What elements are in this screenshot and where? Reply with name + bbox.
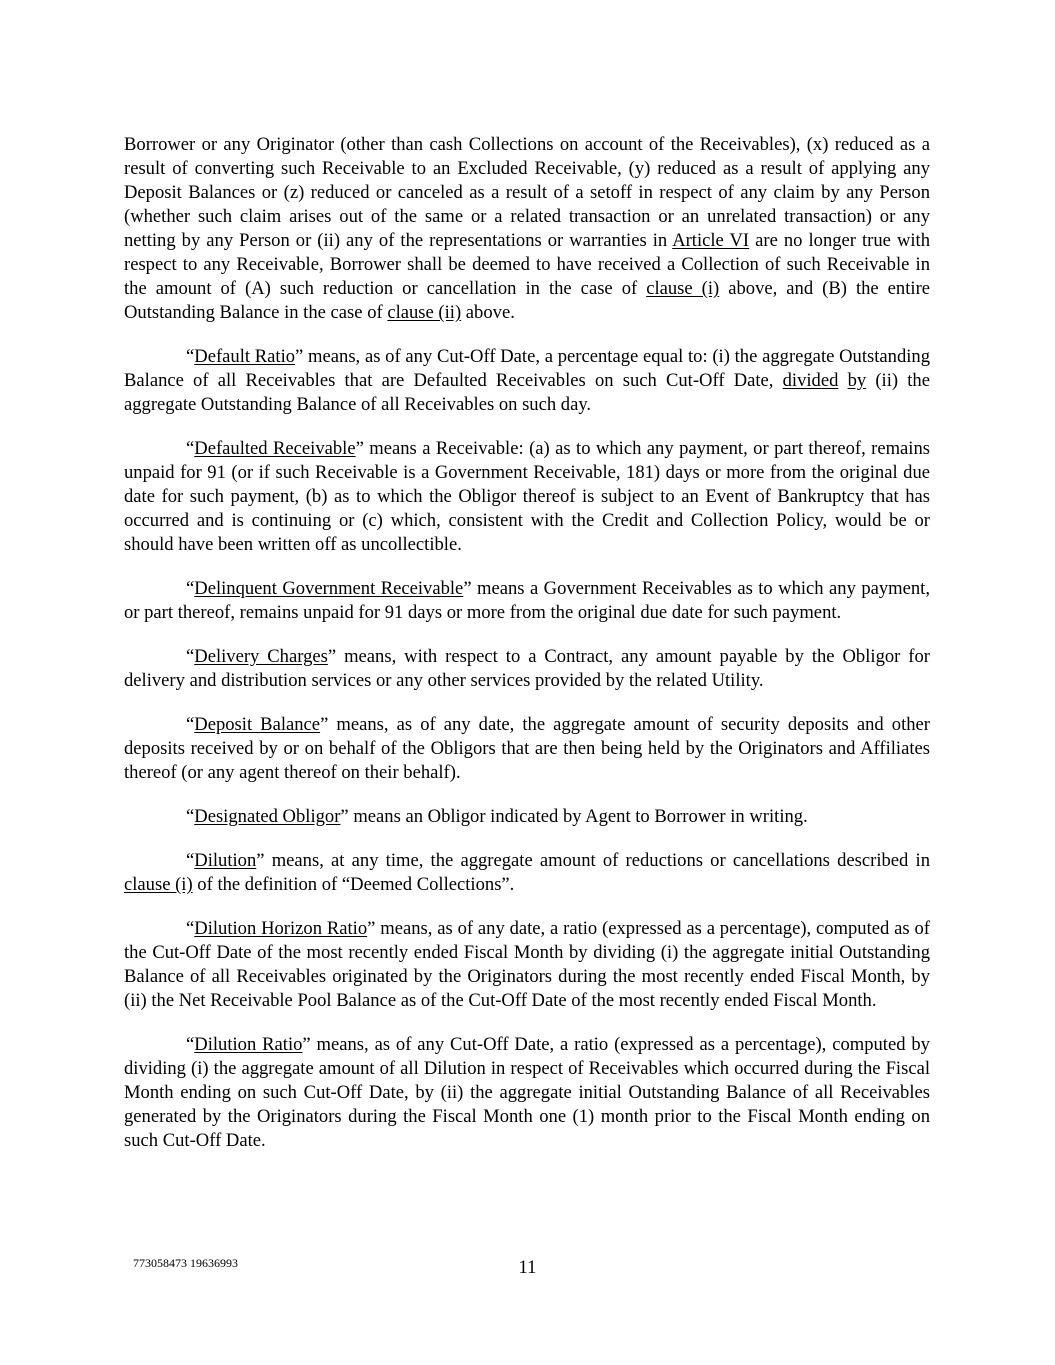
quote-mark: “ — [186, 578, 195, 599]
clause-reference: clause (ii) — [387, 302, 462, 323]
quote-mark: “ — [186, 438, 195, 459]
defined-term: Dilution — [194, 850, 257, 871]
defined-term: Delinquent Government Receivable — [194, 578, 464, 599]
quote-mark: ” — [302, 1034, 311, 1055]
paragraph-text: Borrower or any Originator (other than cash Collections on account of the Receivables), (x) reduced as a result of converting such Receivable to an Excluded Receivable, (y) reduced as a result of applying any Deposit Balances or (z) reduced or canceled as a result of a setoff in respect of any claim by any Person (whether such claim arises out of the same or a related transaction or an unrelated transaction) or any netting by any Person or (ii) any of the representations or warranties in — [124, 134, 930, 251]
definition-text: means an Obligor indicated by Agent to Borrower in writing. — [348, 806, 808, 827]
quote-mark: “ — [186, 714, 195, 735]
quote-mark: ” — [355, 438, 364, 459]
paragraph-text: above. — [461, 302, 515, 323]
quote-mark: “ — [186, 850, 195, 871]
definition-text: means a Government Receivables as to which any payment, or part thereof, remains unpaid for 91 days or more from the original due date for such payment. — [124, 578, 930, 623]
page-number: 11 — [518, 1257, 537, 1278]
defined-term: Default Ratio — [194, 346, 296, 367]
underlined-word: divided — [782, 370, 839, 391]
quote-mark: ” — [327, 646, 337, 667]
definition-text: means, as of any date, the aggregate amount of security deposits and other deposits received by or on behalf of the Obligors that are then being held by the Originators and Affiliates thereof (or any agent thereof on their behalf). — [124, 714, 930, 783]
defined-term: Delivery Charges — [194, 646, 328, 667]
document-body — [124, 133, 930, 1173]
quote-mark: ” — [320, 714, 329, 735]
definition-dilution-ratio — [124, 1033, 930, 1153]
definition-text: means, as of any Cut-Off Date, a ratio (expressed as a percentage), computed by dividing (i) the aggregate amount of all Dilution in respect of Receivables which occurred during the Fiscal Month ending on such Cut-Off Date, by (ii) the aggregate initial Outstanding Balance of all Receivables generated by the Originators during the Fiscal Month one (1) month prior to the Fiscal Month ending on such Cut-Off Date. — [124, 1034, 930, 1151]
definition-defaulted-receivable — [124, 437, 930, 557]
quote-mark: “ — [186, 1034, 195, 1055]
quote-mark: ” — [295, 346, 304, 367]
defined-term: Deposit Balance — [194, 714, 321, 735]
underlined-word: by — [847, 370, 867, 391]
definition-text: means, as of any Cut-Off Date, a percentage equal to: (i) the aggregate Outstanding Balance of all Receivables that are Defaulted Receivables on such Cut-Off Date, — [124, 346, 930, 391]
quote-mark: ” — [340, 806, 349, 827]
quote-mark: “ — [186, 346, 195, 367]
quote-mark: “ — [186, 806, 195, 827]
clause-reference: clause (i) — [124, 874, 193, 895]
definition-text: means, at any time, the aggregate amount of reductions or cancellations described in — [264, 850, 930, 871]
quote-mark: “ — [186, 918, 195, 939]
definition-text: (ii) the aggregate Outstanding Balance of all Receivables on such day. — [124, 370, 930, 415]
definition-deposit-balance — [124, 713, 930, 785]
definition-designated-obligor — [124, 805, 930, 829]
article-reference: Article VI — [672, 230, 750, 251]
quote-mark: ” — [463, 578, 472, 599]
paragraph-deemed-collections-continuation — [124, 133, 930, 325]
document-id: 773058473 19636993 — [133, 1256, 238, 1270]
definition-text: means, as of any date, a ratio (expressed as a percentage), computed as of the Cut-Off Date of the most recently ended Fiscal Month by dividing (i) the aggregate initial Outstanding Balance of all Receivables originated by the Originators during the most recently ended Fiscal Month, by (ii) the Net Receivable Pool Balance as of the Cut-Off Date of the most recently ended Fiscal Month. — [124, 918, 930, 1011]
definition-dilution-horizon-ratio — [124, 917, 930, 1013]
definition-dilution — [124, 849, 930, 897]
paragraph-text: are no longer true with respect to any Receivable, Borrower shall be deemed to have received a Collection of such Receivable in the amount of (A) such reduction or cancellation in the case of — [124, 230, 931, 299]
paragraph-text: above, and (B) the entire Outstanding Balance in the case of — [124, 278, 931, 323]
quote-mark: ” — [256, 850, 265, 871]
clause-reference: clause (i) — [646, 278, 720, 299]
definition-text: of the definition of “Deemed Collections”. — [192, 874, 515, 895]
definition-delinquent-government-receivable — [124, 577, 930, 625]
definition-default-ratio — [124, 345, 930, 417]
defined-term: Designated Obligor — [194, 806, 341, 827]
defined-term: Dilution Ratio — [194, 1034, 303, 1055]
defined-term: Dilution Horizon Ratio — [194, 918, 368, 939]
definition-text: means, with respect to a Contract, any amount payable by the Obligor for delivery and distribution services or any other services provided by the related Utility. — [124, 646, 930, 691]
definition-text: means a Receivable: (a) as to which any payment, or part thereof, remains unpaid for 91 (or if such Receivable is a Government Receivable, 181) days or more from the original due date for such payment, (b) as to which the Obligor thereof is subject to an Event of Bankruptcy that has occurred and is continuing or (c) which, consistent with the Credit and Collection Policy, would be or should have been written off as uncollectible. — [124, 438, 930, 555]
quote-mark: “ — [186, 646, 195, 667]
quote-mark: ” — [367, 918, 376, 939]
defined-term: Defaulted Receivable — [194, 438, 356, 459]
definition-delivery-charges — [124, 645, 930, 693]
